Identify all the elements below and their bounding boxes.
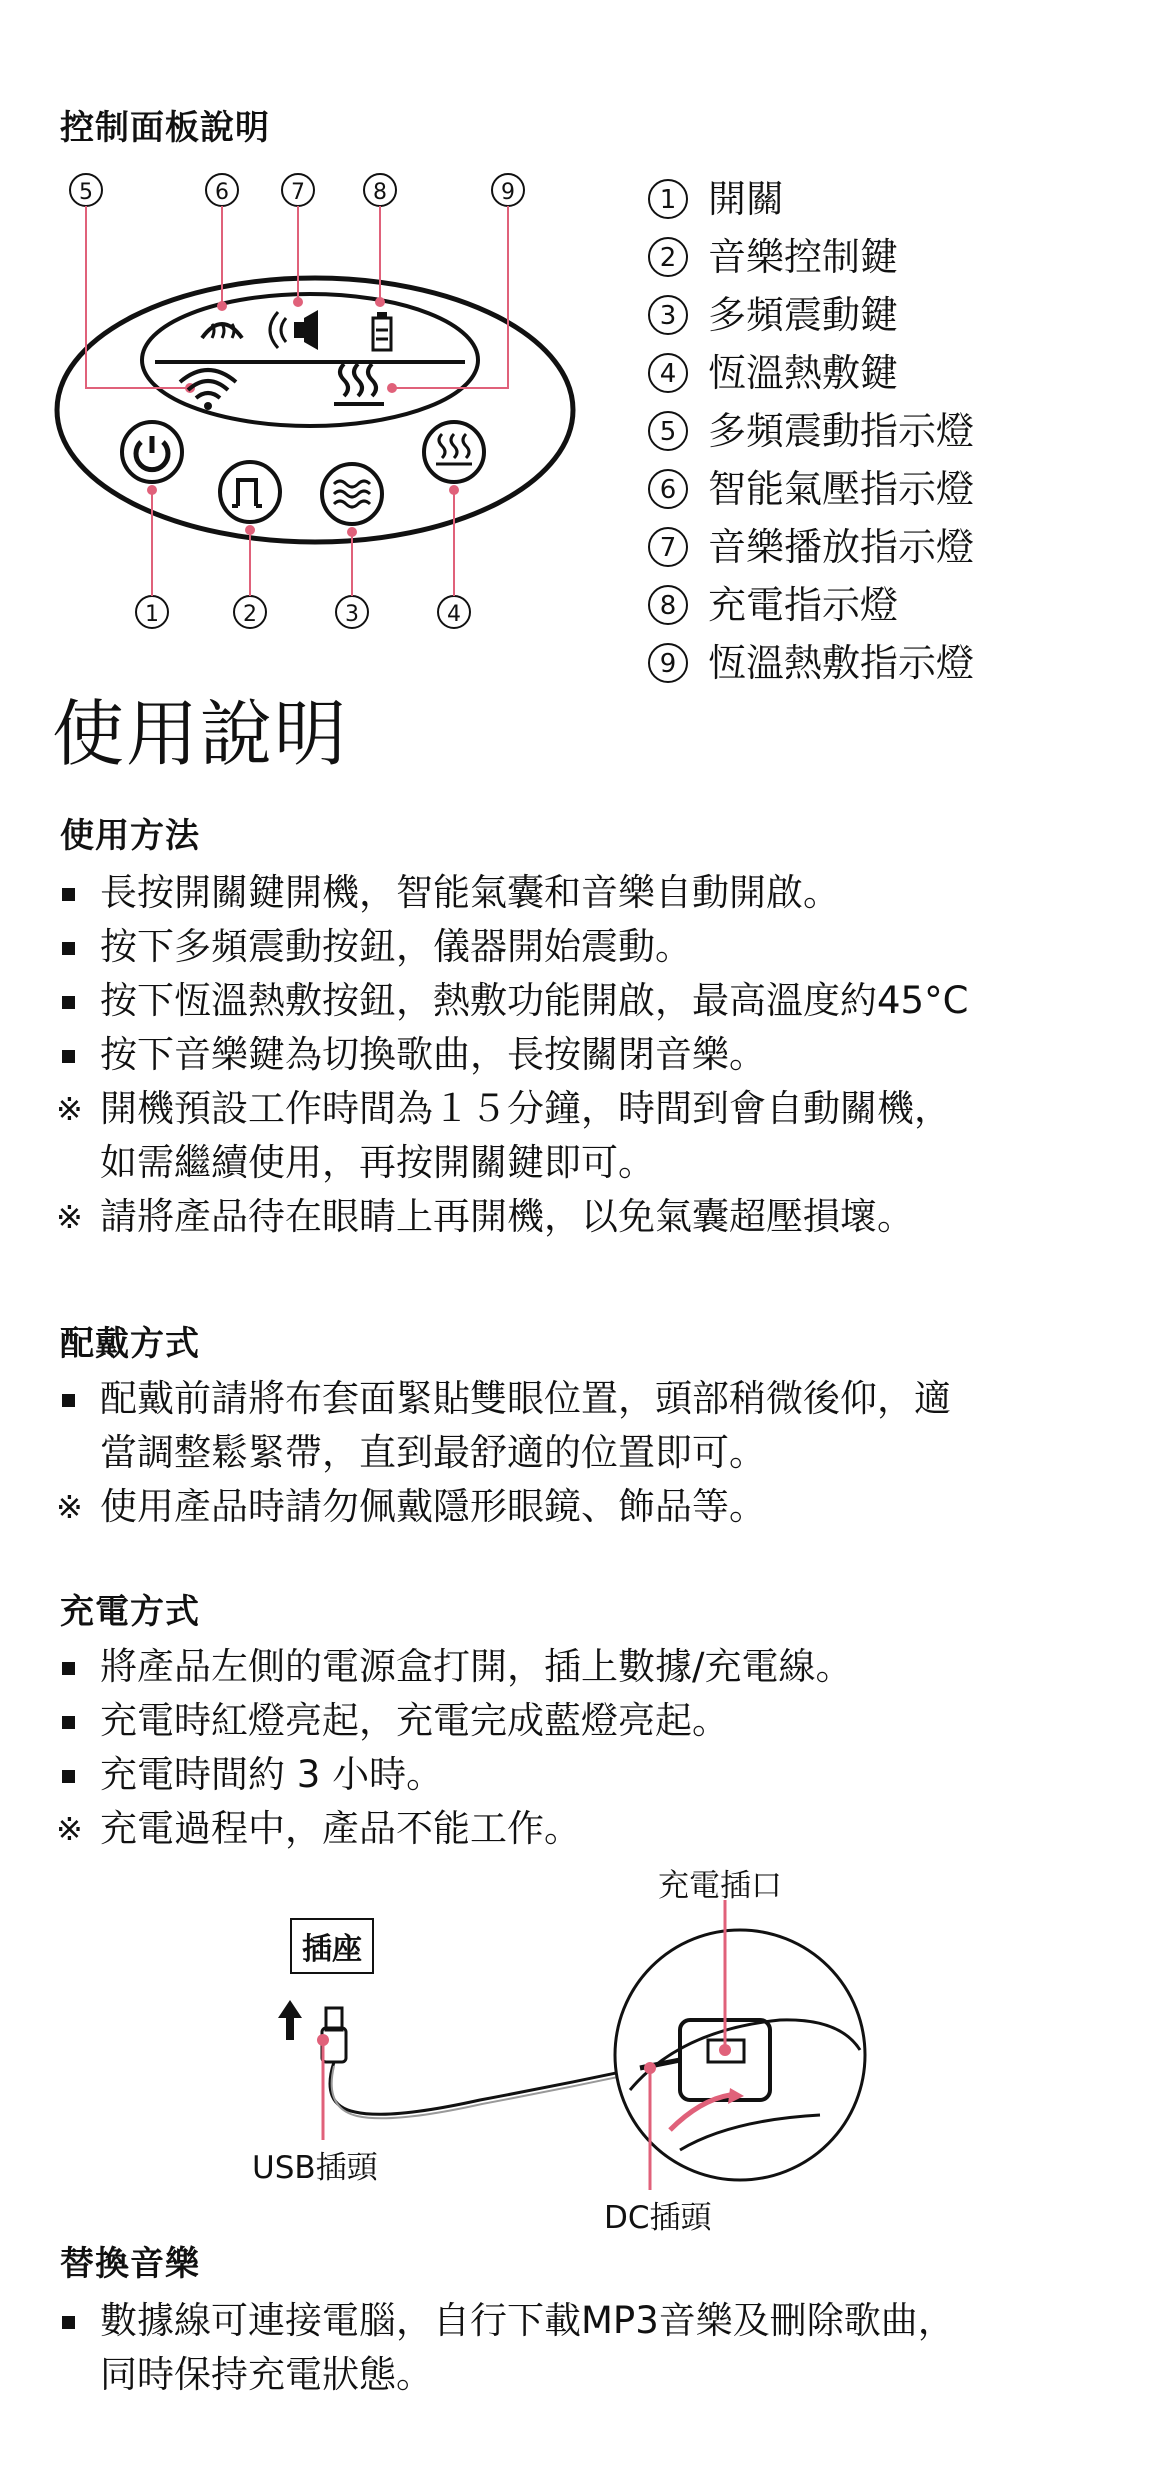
- charging-list: [56, 1640, 1136, 1856]
- list-item: 將產品左側的電源盒打開，插上數據/充電線。: [56, 1640, 1136, 1694]
- vibration-button[interactable]: [322, 464, 382, 524]
- list-item: 充電時紅燈亮起，充電完成藍燈亮起。: [56, 1694, 1136, 1748]
- legend-item: 1 開關: [648, 170, 1148, 228]
- legend-item: 7 音樂播放指示燈: [648, 518, 1148, 576]
- callout-9: 9: [501, 180, 515, 205]
- callout-2: 2: [243, 602, 257, 627]
- heat-indicator-icon: [334, 364, 384, 404]
- socket-label: 插座: [290, 1918, 374, 1974]
- list-item: 按下多頻震動按鈕，儀器開始震動。: [56, 920, 1136, 974]
- music-button[interactable]: [220, 462, 280, 522]
- list-item: 配戴前請將布套面緊貼雙眼位置，頭部稍微後仰，適 當調整鬆緊帶，直到最舒適的位置即可。: [56, 1372, 1136, 1480]
- legend-item: 4 恆溫熱敷鍵: [648, 344, 1148, 402]
- legend-item: 8 充電指示燈: [648, 576, 1148, 634]
- music-list: [56, 2294, 1136, 2402]
- legend-item: 9 恆溫熱敷指示燈: [648, 634, 1148, 692]
- charge-port-label: 充電插口: [658, 1868, 782, 1904]
- callout-4: 4: [447, 602, 461, 627]
- control-panel-heading: 控制面板說明: [60, 108, 270, 148]
- callout-1: 1: [145, 602, 159, 627]
- legend-item: 3 多頻震動鍵: [648, 286, 1148, 344]
- callout-5: 5: [79, 180, 93, 205]
- charging-heading: 充電方式: [60, 1592, 200, 1632]
- charging-diagram: [260, 1900, 900, 2200]
- list-item: 按下恆溫熱敷按鈕，熱敷功能開啟，最高溫度約45°C: [56, 974, 1136, 1028]
- callout-8: 8: [373, 180, 387, 205]
- callout-7: 7: [291, 180, 305, 205]
- device-closeup: [615, 1930, 865, 2180]
- airbag-indicator-icon: [202, 324, 242, 338]
- legend-item: 2 音樂控制鍵: [648, 228, 1148, 286]
- wearing-list: [56, 1372, 1136, 1534]
- power-button[interactable]: [122, 422, 182, 482]
- legend-item: 6 智能氣壓指示燈: [648, 460, 1148, 518]
- list-item: ※ 充電過程中，產品不能工作。: [56, 1807, 581, 1850]
- usage-list: [56, 866, 1136, 1244]
- usb-plug-label: USB插頭: [252, 2150, 378, 2186]
- up-arrow-icon: [278, 2000, 302, 2040]
- wearing-heading: 配戴方式: [60, 1324, 200, 1364]
- heat-button[interactable]: [424, 422, 484, 482]
- callout-6: 6: [215, 180, 229, 205]
- dc-plug-label: DC插頭: [604, 2200, 712, 2236]
- music-heading: 替換音樂: [60, 2244, 200, 2284]
- list-item: 充電時間約 3 小時。: [56, 1748, 1136, 1802]
- music-indicator-icon: [270, 310, 318, 350]
- control-panel-diagram: [40, 160, 600, 640]
- list-item: ※ 開機預設工作時間為１５分鐘，時間到會自動關機， 如需繼續使用，再按開關鍵即可。: [56, 1087, 951, 1184]
- list-item: 按下音樂鍵為切換歌曲，長按關閉音樂。: [56, 1028, 1136, 1082]
- legend-item: 5 多頻震動指示燈: [648, 402, 1148, 460]
- list-item: 長按開關鍵開機，智能氣囊和音樂自動開啟。: [56, 866, 1136, 920]
- battery-indicator-icon: [373, 312, 391, 350]
- control-panel-legend: [648, 170, 1148, 692]
- list-item: ※ 請將產品待在眼睛上再開機，以免氣囊超壓損壞。: [56, 1195, 914, 1238]
- list-item: 數據線可連接電腦，自行下載MP3音樂及刪除歌曲， 同時保持充電狀態。: [56, 2294, 1136, 2402]
- usage-heading: 使用方法: [60, 816, 200, 856]
- page-title: 使用說明: [52, 692, 349, 776]
- callout-3: 3: [345, 602, 359, 627]
- list-item: ※ 使用產品時請勿佩戴隱形眼鏡、飾品等。: [56, 1485, 766, 1528]
